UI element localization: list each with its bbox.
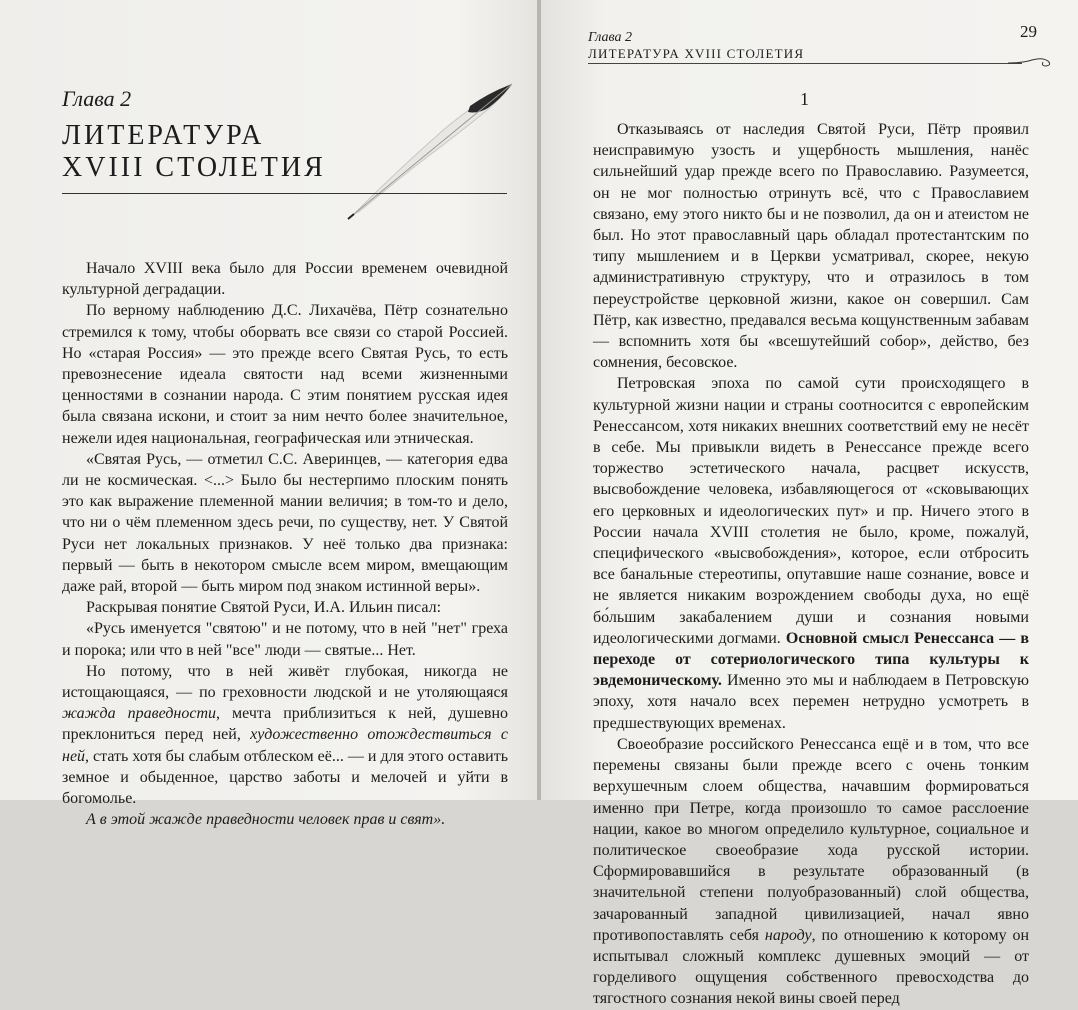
paragraph [593, 373, 1029, 733]
chapter-label: Глава 2 [62, 86, 132, 111]
italic-run: народу [764, 926, 812, 944]
chapter-title [62, 120, 326, 184]
final-quote-line: А в этой жажде праведности человек прав и свят». [86, 811, 446, 829]
quill-feather-icon [330, 78, 520, 220]
bold-run: Основной смысл Ренессанса — в переходе от сотериологического типа культуры к эвдемоническому. [593, 629, 1030, 690]
header-rule [588, 63, 1022, 64]
flourish-ornament-icon [1008, 56, 1064, 70]
paragraph: Начало XVIII века было для России временем очевидной культурной деградации. [62, 260, 508, 299]
paragraph: Отказываясь от наследия Святой Руси, Пётр проявил неисправимую узость и ущербность мышления, нанёс сильнейший удар прежде всего по Православию. Разумеется, он не мог полностью отринуть всё, что с Православием связано, ему этого никто бы и не позволил, да он и атеистом не был. Но этот православный царь обладал протестантским по типу мышлением и в Церкви усматривал, скорее, некую административную структуру, что и отразилось в том переустройстве церковной жизни, какое он совершил. Сам Пётр, как известно, предавался весьма кощунственным забавам — вспомнить хотя бы «всешутейший собор», действо, без сомнения, бесовское. [593, 121, 1029, 372]
section-number: 1 [800, 89, 809, 109]
chapter-title-line1: ЛИТЕРАТУРА [62, 120, 265, 151]
paragraph [593, 734, 1029, 1010]
text-run: , стать хотя бы слабым отблеском её... — и для этого оставить земное и обыденное, царство заботы и мелочей и уйти в богомолье. [62, 747, 508, 808]
italic-run: жажда праведности [62, 705, 217, 723]
paragraph: «Святая Русь, — отметил С.С. Аверинцев, — категория едва ли не космическая. <...> Было бы нестерпимо плоским понять это как выражение племенной мании величия; в том-то и дело, что ни о чём племенном здесь речи, по существу, нет. У Святой Руси нет локальных признаков. У неё только два признака: первый — быть в некотором смысле всем миром, вмещающим даже рай, второй — быть миром под знаком истинной веры». [62, 450, 508, 596]
page-number: 29 [1020, 22, 1037, 41]
chapter-rule [62, 193, 507, 194]
left-page [0, 0, 537, 829]
paragraph: «Русь именуется "святою" и не потому, что в ней "нет" греха и порока; или что в ней "все" люди — святые... Нет. [62, 620, 508, 659]
paragraph: По верному наблюдению Д.С. Лихачёва, Пётр сознательно стремился к тому, чтобы оборвать все связи со старой Россией. Но «старая Россия» — это прежде всего Святая Русь, то есть превознесение идеала святости над всеми жизненными ценностями в сознании народа. С этим понятием русская идея была связана искони, и стоит за ним нечто более значительное, нежели идея национальная, географическая или этническая. [62, 302, 508, 447]
paragraph [62, 661, 508, 809]
right-page-body [593, 119, 1029, 1010]
text-run: , по отношению к которому он испытывал сложный комплекс душевных эмоций — от горделивого ощущения собственного превосходства до тягостного сознания некой вины своей перед [593, 926, 1030, 1008]
text-run: , мечта приблизиться к ней, душевно преклониться перед ней, [62, 705, 509, 744]
left-page-body [62, 258, 508, 830]
italic-run: художественно отождествиться с ней [62, 726, 508, 765]
text-run: Но потому, что в ней живёт глубокая, никогда не истощающаяся, — по греховности людской и не утоляющаяся [62, 662, 508, 702]
text-run: Своеобразие российского Ренессанса ещё и в том, что все перемены связаны были прежде всего с очень тонким верхушечным слоем общества, начавшим формироваться именно при Петре, когда произошло то самое расслоение нации, какое во многом определило культурное, социальное и политическое своеобразие хода русской истории. Сформировавшийся в результате образованный (в значительной степени полуобразованный) слой общества, зачарованный западной цивилизацией, начал явно противопоставлять себя [593, 735, 1029, 944]
text-run: Петровская эпоха по самой сути происходящего в культурной жизни нации и страны соотносится с европейским Ренессансом, хотя никаких внешних соответствий ему не несёт в себе. Мы привыкли видеть в Ренессансе прежде всего торжество эстетического начала, расцвет искусств, высвобождение человека, избавляющегося от «сковывающих его церковных и идеологических пут» и пр. Ничего этого в России начала XVIII столетия не было, кроме, пожалуй, специфического «высвобождения», которое, если отбросить все банальные стереотипы, опутавшие наше сознание, вовсе и не является никаким возрождением свободы духа, но ещё бо́льшим закабалением души и сознания новыми идеологическими догмами. [593, 375, 1029, 647]
text-run: Именно это мы и наблюдаем в Петровскую эпоху, хотя начало всех перемен нетрудно усмотреть в предшествующих временах. [593, 672, 1029, 732]
running-chapter: Глава 2 [588, 30, 632, 45]
paragraph: Раскрывая понятие Святой Руси, И.А. Ильин писал: [86, 599, 442, 617]
running-title: ЛИТЕРАТУРА XVIII СТОЛЕТИЯ [588, 46, 805, 61]
chapter-title-line2: XVIII СТОЛЕТИЯ [62, 152, 326, 183]
